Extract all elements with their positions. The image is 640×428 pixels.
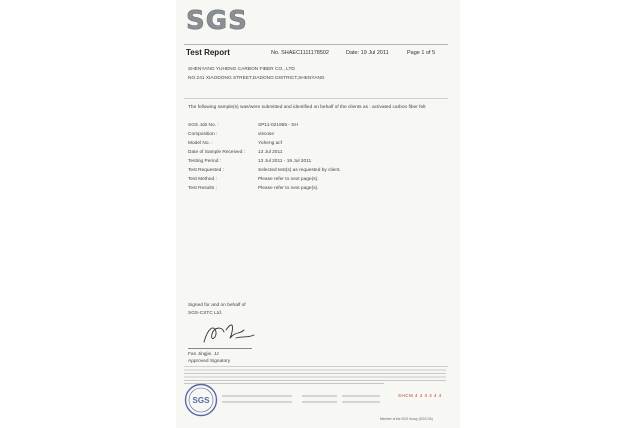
field-label-method: Test Method :	[188, 177, 217, 182]
field-label-received: Date of Sample Received :	[188, 150, 246, 155]
field-value-period: 13 Jul 2011 - 19 Jul 2011	[258, 159, 312, 164]
footer-divider	[184, 366, 448, 367]
red-stamp: SHCM 4 4 4 4 4 4	[398, 393, 442, 398]
signing-company: SGS-CSTC Ltd.	[188, 311, 223, 316]
field-label-results: Test Results :	[188, 186, 217, 191]
field-value-method: Please refer to next page(s).	[258, 177, 319, 182]
field-label-job: SGS Job No. :	[188, 123, 219, 128]
handwritten-signature-icon	[198, 318, 260, 348]
section-divider	[184, 98, 448, 99]
page-number: Page 1 of 5	[407, 50, 436, 56]
sample-intro: The following sample(s) was/were submitted and identified on behalf of the clients as : activated carbon fiber felt	[188, 105, 426, 110]
fine-print-lines	[184, 368, 448, 384]
terms-and-conditions	[184, 368, 448, 384]
signature-line	[188, 348, 252, 349]
field-value-model: Yuheng acf	[258, 141, 283, 146]
field-value-job: SP11-021955 - SH	[258, 123, 298, 128]
report-title: Test Report	[186, 48, 230, 57]
sgs-logo: SGS	[186, 6, 248, 36]
client-name: SHENYANG YUHENG CARBON FIBER CO., LTD	[188, 67, 295, 72]
field-label-requested: Test Requested :	[188, 168, 224, 173]
field-label-composition: Composition :	[188, 132, 218, 137]
sgs-seal	[184, 383, 218, 422]
seal-icon	[184, 383, 218, 417]
header-divider	[184, 44, 448, 45]
footer-address-lines	[222, 392, 382, 412]
signed-on-behalf: Signed for and on behalf of	[188, 303, 246, 308]
field-value-requested: Selected test(s) as requested by client.	[258, 168, 341, 173]
field-value-results: Please refer to next page(s).	[258, 186, 319, 191]
seal-text: SGS	[192, 396, 210, 405]
field-value-composition: viscose	[258, 132, 274, 137]
client-address: NO.241 XIAODONG STREET,DADONG DISTRICT,SHENYANG	[188, 76, 325, 81]
field-value-received: 13 Jul 2011	[258, 150, 283, 155]
member-of-sgs: Member of the SGS Group (SGS SA)	[380, 417, 433, 421]
field-label-period: Testing Period :	[188, 159, 222, 164]
report-number: No. SHAEC1111178502	[271, 50, 329, 56]
signatory-name: Fan Jingjie, JJ	[188, 352, 219, 357]
signatory-role: Approved Signatory	[188, 359, 231, 364]
field-label-model: Model No. :	[188, 141, 213, 146]
report-date: Date: 19 Jul 2011	[346, 50, 389, 56]
